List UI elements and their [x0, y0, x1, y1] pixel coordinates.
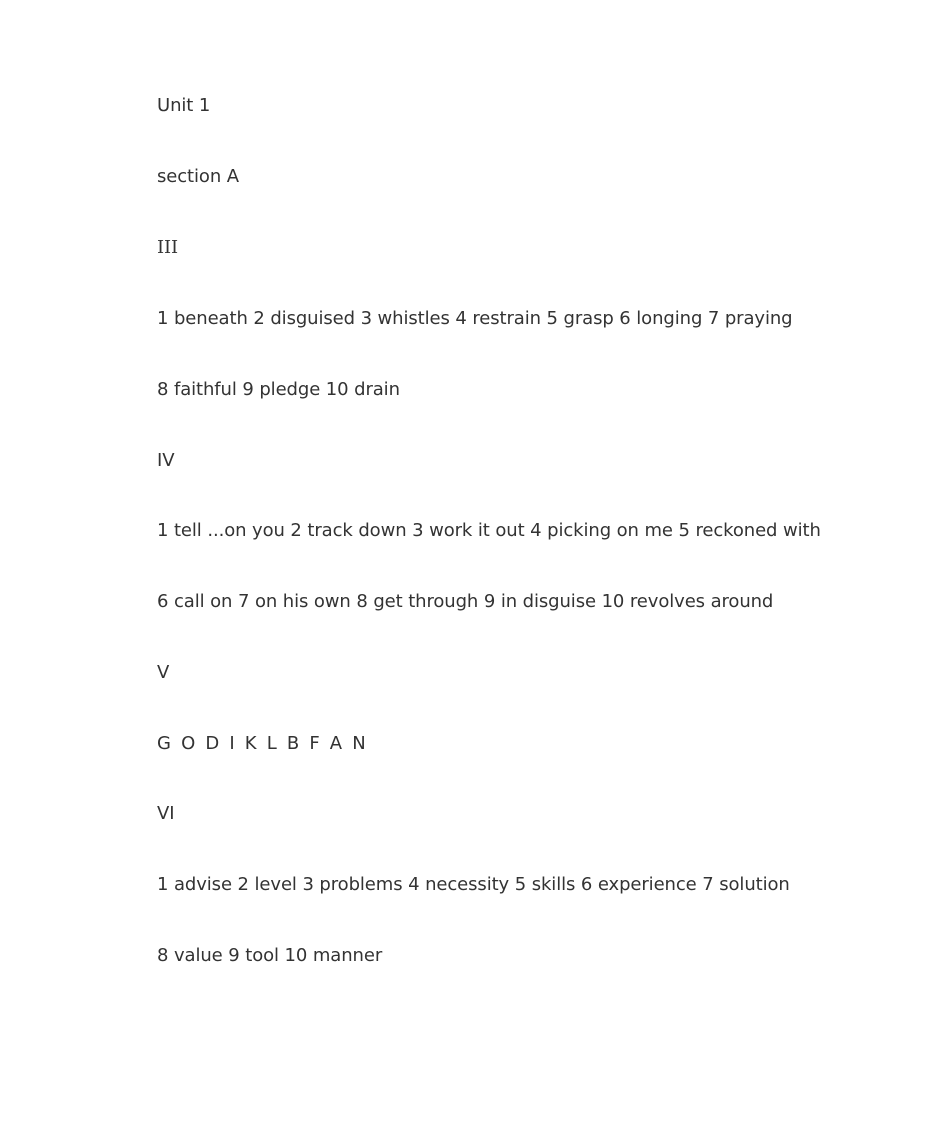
answer-line-iv-1: 1 tell ...on you 2 track down 3 work it out 4 picking on me 5 reckoned with — [157, 520, 821, 541]
exercise-heading-vi: VI — [157, 803, 175, 824]
exercise-heading-iv: IV — [157, 450, 175, 471]
exercise-heading-iii: III — [157, 237, 179, 258]
answer-line-vi-1: 1 advise 2 level 3 problems 4 necessity 5 skills 6 experience 7 solution — [157, 874, 790, 895]
exercise-heading-v: V — [157, 662, 170, 683]
answer-line-iv-2: 6 call on 7 on his own 8 get through 9 in disguise 10 revolves around — [157, 591, 774, 612]
answer-line-iii-1: 1 beneath 2 disguised 3 whistles 4 restrain 5 grasp 6 longing 7 praying — [157, 308, 793, 329]
unit-heading: Unit 1 — [157, 95, 211, 116]
section-heading: section A — [157, 166, 239, 187]
answer-line-vi-2: 8 value 9 tool 10 manner — [157, 945, 383, 966]
answer-line-iii-2: 8 faithful 9 pledge 10 drain — [157, 379, 400, 400]
answer-line-v: G O D I K L B F A N — [157, 733, 368, 754]
